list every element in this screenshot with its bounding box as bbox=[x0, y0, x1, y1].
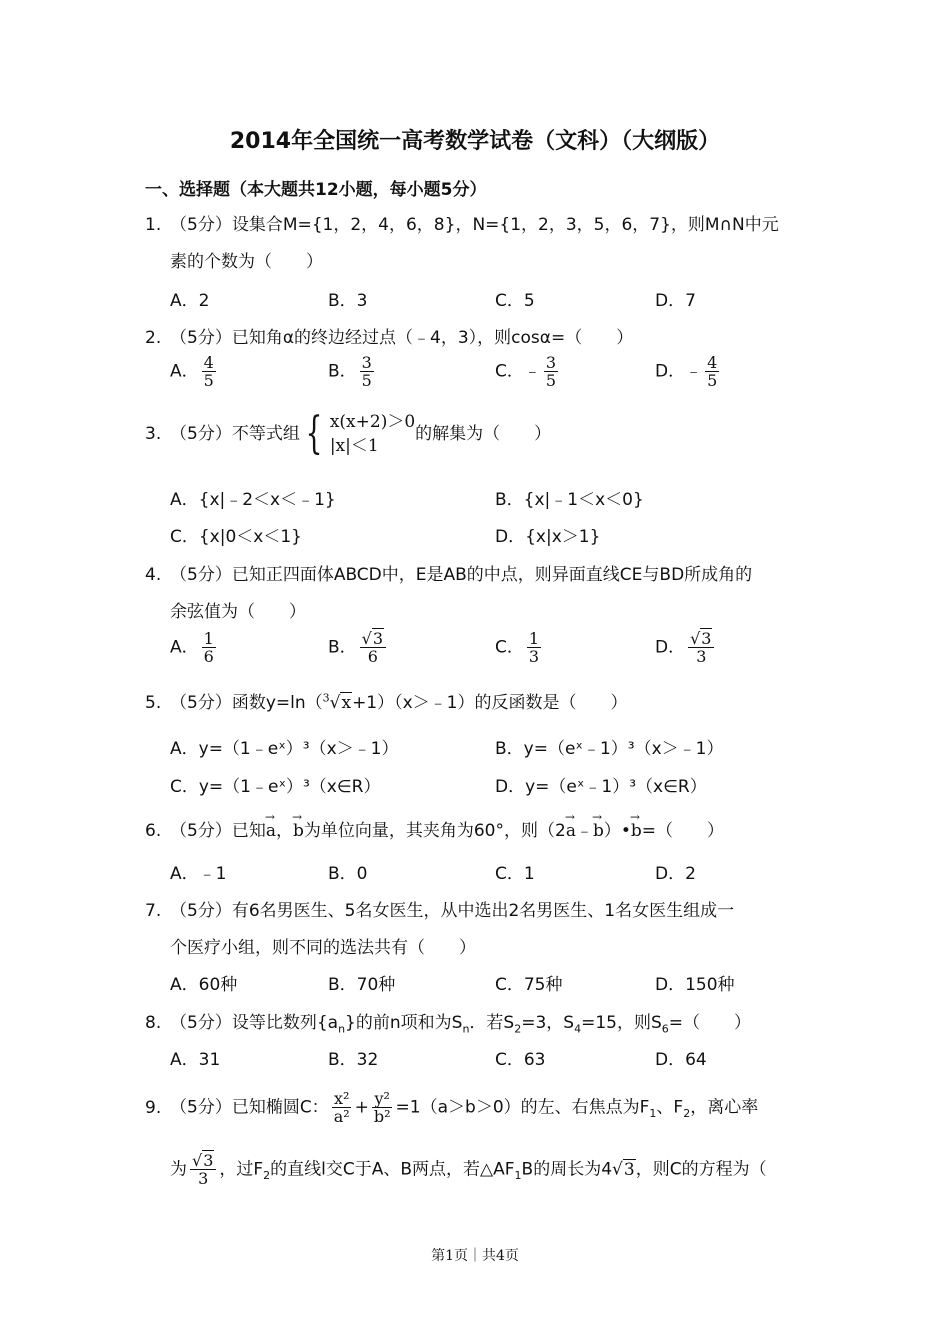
option-d bbox=[655, 630, 717, 665]
question-number: 1. bbox=[145, 215, 162, 235]
numerator bbox=[360, 630, 386, 648]
numerator: 4 bbox=[707, 353, 718, 372]
radicand: 3 bbox=[623, 1159, 635, 1180]
section-heading: 一、选择题（本大题共12小题，每小题5分） bbox=[145, 180, 487, 200]
radicand: 3 bbox=[203, 1151, 214, 1170]
denominator: 3 bbox=[696, 647, 707, 666]
option-a bbox=[170, 630, 219, 665]
question-7 bbox=[145, 896, 734, 921]
denominator: 6 bbox=[367, 647, 378, 666]
vector-a: → a bbox=[266, 821, 276, 841]
question-number: 9. bbox=[145, 1097, 162, 1118]
system-row: x(x+2)＞0 bbox=[329, 412, 416, 432]
dot-product: ）• bbox=[603, 821, 631, 841]
system-row: |x|＜1 bbox=[329, 436, 379, 456]
option-sign: ﹣ bbox=[685, 361, 703, 382]
option-b: B．70种 bbox=[328, 975, 396, 995]
option-c bbox=[495, 630, 544, 665]
radicand: 3 bbox=[372, 629, 384, 648]
fraction bbox=[360, 354, 374, 389]
sqrt-icon: √ bbox=[690, 629, 701, 648]
option-label: C． bbox=[495, 637, 524, 658]
question-text: 为单位向量，其夹角为60°，则（2 bbox=[303, 821, 566, 841]
option-c: C．75种 bbox=[495, 975, 563, 995]
numerator bbox=[190, 1152, 216, 1170]
option-c: C．63 bbox=[495, 1050, 546, 1070]
question-1 bbox=[145, 210, 779, 235]
question-4 bbox=[145, 560, 752, 585]
option-b bbox=[328, 630, 389, 665]
denominator: 3 bbox=[198, 1169, 209, 1188]
denominator: 5 bbox=[361, 371, 372, 390]
question-5 bbox=[145, 688, 628, 713]
question-text: =3，S bbox=[521, 1013, 575, 1033]
question-text: ，过F bbox=[219, 1159, 264, 1180]
fraction bbox=[202, 354, 216, 389]
question-9 bbox=[145, 1090, 758, 1125]
option-label: A． bbox=[170, 361, 199, 382]
subscript: 1 bbox=[649, 1106, 657, 1120]
question-text: （5分）有6名男医生、5名女医生，从中选出2名男医生、1名女医生组成一 bbox=[170, 901, 735, 921]
question-number: 3. bbox=[145, 424, 162, 444]
subscript: 4 bbox=[574, 1022, 582, 1036]
option-b: B．y=（eˣ﹣1）³（x＞﹣1） bbox=[495, 739, 724, 759]
numerator: 1 bbox=[528, 629, 540, 648]
numerator: x² bbox=[333, 1089, 350, 1108]
question-text-end: +1）（x＞﹣1）的反函数是（ ） bbox=[352, 693, 628, 713]
denominator: 3 bbox=[528, 647, 540, 666]
question-text: （5分）已知正四面体ABCD中，E是AB的中点，则异面直线CE与BD所成角的 bbox=[170, 565, 753, 585]
vector-b: → b bbox=[593, 821, 604, 841]
option-b bbox=[328, 354, 377, 389]
option-d: D．150种 bbox=[655, 975, 735, 995]
subscript: 1 bbox=[514, 1168, 522, 1182]
option-a: A．﹣1 bbox=[170, 864, 227, 884]
vector-b: → b bbox=[293, 821, 304, 841]
fraction bbox=[705, 354, 719, 389]
fraction bbox=[688, 630, 714, 665]
question-text: （5分）函数y=ln（ bbox=[170, 693, 323, 713]
option-a: A．60种 bbox=[170, 975, 238, 995]
question-text: （5分）已知 bbox=[170, 821, 266, 841]
fraction bbox=[527, 630, 541, 665]
question-text: }的前n项和为S bbox=[345, 1013, 463, 1033]
question-4-continued: 余弦值为（ ） bbox=[170, 602, 306, 622]
option-d: D．7 bbox=[655, 291, 696, 311]
plus-sign: + bbox=[354, 1097, 369, 1118]
numerator: 4 bbox=[203, 353, 214, 372]
sqrt-icon: √ bbox=[192, 1151, 203, 1170]
question-number: 2. bbox=[145, 328, 162, 348]
question-text: 为 bbox=[170, 1159, 187, 1180]
denominator: a² bbox=[333, 1107, 350, 1126]
numerator: y² bbox=[374, 1089, 390, 1108]
option-label: A． bbox=[170, 637, 199, 658]
fraction bbox=[202, 630, 216, 665]
option-a: A．{x|﹣2＜x＜﹣1} bbox=[170, 490, 336, 510]
fraction bbox=[190, 1152, 216, 1187]
question-text-end: =（ ） bbox=[641, 821, 725, 841]
option-label: D． bbox=[655, 637, 686, 658]
separator: ， bbox=[275, 821, 293, 841]
question-8 bbox=[145, 1008, 751, 1035]
question-number: 6. bbox=[145, 821, 162, 841]
option-sign: ﹣ bbox=[523, 361, 541, 382]
sqrt-icon: √ bbox=[329, 693, 341, 713]
question-text: ，离心率 bbox=[690, 1097, 759, 1118]
minus-sign: ﹣ bbox=[575, 821, 593, 841]
option-b: B．0 bbox=[328, 864, 368, 884]
subscript: n bbox=[338, 1022, 346, 1036]
sqrt-icon: √ bbox=[612, 1159, 623, 1180]
radicand: x bbox=[341, 693, 352, 713]
denominator: 5 bbox=[707, 371, 718, 390]
option-d: D．2 bbox=[655, 864, 696, 884]
option-d bbox=[655, 354, 722, 389]
option-label: B． bbox=[328, 361, 357, 382]
subscript: 6 bbox=[661, 1022, 669, 1036]
question-text: 的直线l交C于A、B两点，若△AF bbox=[270, 1159, 515, 1180]
question-text-end: 的解集为（ ） bbox=[415, 424, 552, 444]
question-text: （5分）已知角α的终边经过点（﹣4，3），则cosα=（ ） bbox=[170, 328, 634, 348]
denominator: 5 bbox=[203, 371, 214, 390]
question-number: 5. bbox=[145, 693, 162, 713]
option-c: C．{x|0＜x＜1} bbox=[170, 527, 302, 547]
denominator: 6 bbox=[203, 647, 214, 666]
question-9-continued bbox=[170, 1152, 767, 1187]
root-index: 3 bbox=[322, 691, 330, 705]
question-number: 4. bbox=[145, 565, 162, 585]
denominator: b² bbox=[373, 1107, 391, 1126]
question-6 bbox=[145, 816, 724, 841]
page-title: 2014年全国统一高考数学试卷（文科）（大纲版） bbox=[229, 129, 721, 154]
question-1-continued: 素的个数为（ ） bbox=[170, 252, 323, 272]
subscript: 2 bbox=[263, 1168, 271, 1182]
question-7-continued: 个医疗小组，则不同的选法共有（ ） bbox=[170, 938, 476, 958]
denominator: 5 bbox=[545, 371, 557, 390]
numerator bbox=[688, 630, 714, 648]
option-c: C．y=（1﹣eˣ）³（x∈R） bbox=[170, 777, 381, 797]
option-label: C． bbox=[495, 361, 524, 382]
option-d: D．y=（eˣ﹣1）³（x∈R） bbox=[495, 777, 707, 797]
question-text-end: ，则C的方程为（ bbox=[635, 1159, 767, 1180]
radicand: 3 bbox=[701, 629, 712, 648]
fraction bbox=[360, 630, 386, 665]
numerator: 3 bbox=[361, 353, 372, 372]
option-b: B．3 bbox=[328, 291, 368, 311]
option-label: B． bbox=[328, 637, 357, 658]
option-d: D．{x|x＞1} bbox=[495, 527, 601, 547]
option-c: C．1 bbox=[495, 864, 535, 884]
subscript: 2 bbox=[683, 1106, 691, 1120]
option-d: D．64 bbox=[655, 1050, 707, 1070]
vector-b: → b bbox=[631, 821, 642, 841]
sqrt-icon: √ bbox=[361, 629, 372, 648]
option-a: A．y=（1﹣eˣ）³（x＞﹣1） bbox=[170, 739, 399, 759]
inequality-system bbox=[300, 410, 415, 458]
question-text: （5分）已知椭圆C： bbox=[170, 1097, 329, 1118]
option-b: B．{x|﹣1＜x＜0} bbox=[495, 490, 644, 510]
subscript: n bbox=[462, 1022, 470, 1036]
question-text: ．若S bbox=[469, 1013, 515, 1033]
vector-a: → a bbox=[566, 821, 576, 841]
question-3 bbox=[145, 410, 551, 458]
question-number: 7. bbox=[145, 901, 162, 921]
question-text: （5分）不等式组 bbox=[170, 424, 300, 444]
question-number: 8. bbox=[145, 1013, 162, 1033]
option-b: B．32 bbox=[328, 1050, 379, 1070]
numerator: 3 bbox=[545, 353, 557, 372]
fraction bbox=[372, 1090, 393, 1125]
numerator: 1 bbox=[203, 629, 214, 648]
question-2 bbox=[145, 323, 633, 348]
square-root bbox=[612, 1159, 636, 1180]
option-a bbox=[170, 354, 219, 389]
brace-icon: { bbox=[305, 408, 323, 459]
option-a: A．2 bbox=[170, 291, 210, 311]
fraction bbox=[332, 1090, 352, 1125]
page-footer: 第1页｜共4页 bbox=[431, 1248, 519, 1264]
option-c: C．5 bbox=[495, 291, 535, 311]
question-text: B的周长为4 bbox=[521, 1159, 613, 1180]
question-text: （5分）设等比数列{a bbox=[170, 1013, 339, 1033]
question-text: 、F bbox=[656, 1097, 684, 1118]
question-text: =1（a＞b＞0）的左、右焦点为F bbox=[395, 1097, 650, 1118]
option-a: A．31 bbox=[170, 1050, 221, 1070]
fraction bbox=[544, 354, 558, 389]
question-text: （5分）设集合M={1，2，4，6，8}，N={1，2，3，5，6，7}，则M∩N中元 bbox=[170, 215, 779, 235]
option-c bbox=[495, 354, 561, 389]
question-text-end: =（ ） bbox=[668, 1013, 751, 1033]
subscript: 2 bbox=[514, 1022, 522, 1036]
option-label: D． bbox=[655, 361, 686, 382]
question-text: =15，则S bbox=[581, 1013, 662, 1033]
cube-root bbox=[323, 693, 352, 713]
